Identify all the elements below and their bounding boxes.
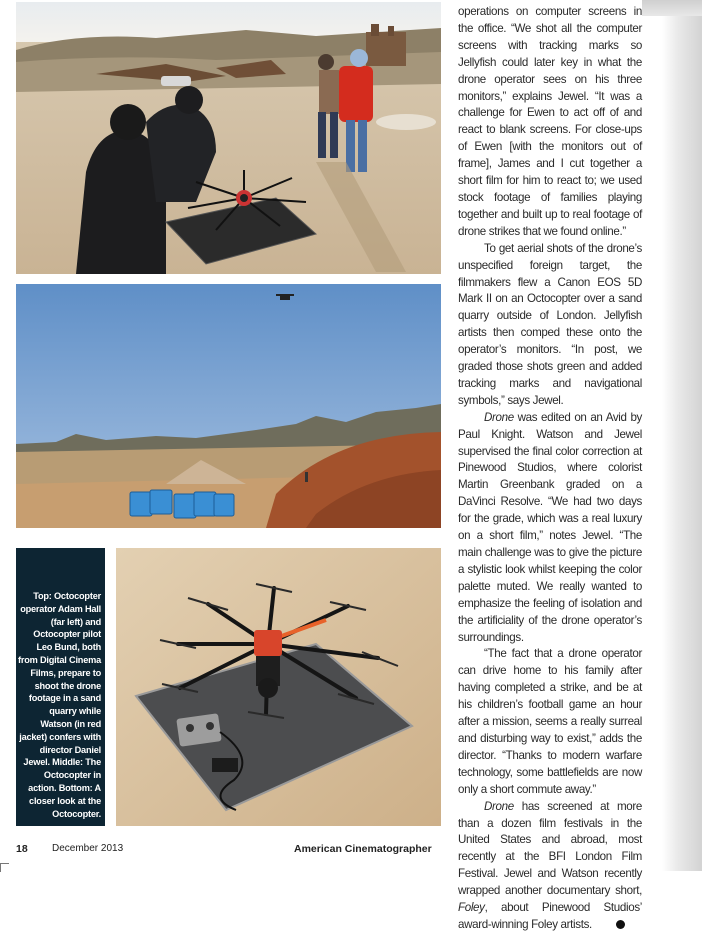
issue-date: December 2013 (52, 843, 124, 854)
page-top-curl (642, 0, 702, 16)
photo-octocopter-in-flight (16, 284, 441, 528)
page-edge-shadow (662, 0, 702, 871)
article-paragraph-5 (458, 799, 642, 934)
page-footer (16, 843, 446, 859)
photo-bottom-image (116, 548, 441, 826)
photo-top-image (16, 2, 441, 274)
film-title-foley: Foley (458, 901, 485, 915)
film-title-drone: Drone (484, 410, 514, 424)
article-text-column (458, 4, 642, 934)
photo-caption-text: Top: Octocopter operator Adam Hall (far left) and Octocopter pilot Leo Bund, both from Digital Cinema Films, prepare to shoot the drone footage in a sand quarry while Watson (in red jacket) confers with director Daniel Jewel. Middle: The Octocopter in action. Bottom: A closer look at the Octocopter. (18, 591, 101, 819)
photo-crew-preparing-octocopter (16, 2, 441, 274)
article-paragraph-3 (458, 410, 642, 647)
article-paragraph-5-text: has screened at more than a dozen film festivals in the United States and abroad, most recently at the BFI London Film Festival. Jewel and Watson recently wrapped another documentary short, (458, 799, 642, 898)
film-title-drone-2: Drone (484, 799, 514, 813)
page-number: 18 (16, 843, 28, 855)
photo-octocopter-closeup (116, 548, 441, 826)
magazine-name: American Cinematographer (294, 843, 432, 855)
article-paragraph-2: To get aerial shots of the drone’s unspecified foreign target, the filmmakers flew a Canon EOS 5D Mark II on an Octocopter over a sand quarry outside of London. Jellyfish artists then comped these onto the operator’s monitors. “In post, we graded those shots green and added tracking marks and navigational symbols,” says Jewel. (458, 241, 642, 407)
article-paragraph-1: operations on computer screens in the office. “We shot all the computer screens with tracking marks so Jellyfish could later key in what the drone operator sees on his three monitors,” explains Jewel. “It was a challenge for Ewen to act off of and react to blank screens. For close-ups of Ewen [with the monitors out of frame], James and I cut together a short film for him to react to; we used stock footage of families playing together and built up to real footage of drone strikes that we found online.” (458, 5, 642, 238)
end-of-article-bullet (616, 920, 625, 929)
photo-caption-box (16, 548, 105, 826)
article-paragraph-3-text: was edited on an Avid by Paul Knight. Watson and Jewel supervised the final color correction at Pinewood Studios, where colorist Martin Greenbank graded on a DaVinci Resolve. “We had two days for the grade, which was a real luxury on a short film,” notes Jewel. “The main challenge was to give the picture a stylistic look whilst keeping the color palette muted. We really wanted to emphasize the feeling of isolation and the artificiality of the drone operator’s surroundings. (458, 410, 642, 644)
article-paragraph-4: “The fact that a drone operator can drive home to his family after having completed a strike, and be at his children’s football game an hour after a mission, seems a really surreal and disturbing way to exist,” adds the director. “Thanks to modern warfare technology, some battlefields are now only a short commute away.” (458, 647, 642, 796)
article-paragraph-5-end: , about Pinewood Studios’ award-winning Foley artists. (458, 901, 642, 931)
photo-middle-image (16, 284, 441, 528)
